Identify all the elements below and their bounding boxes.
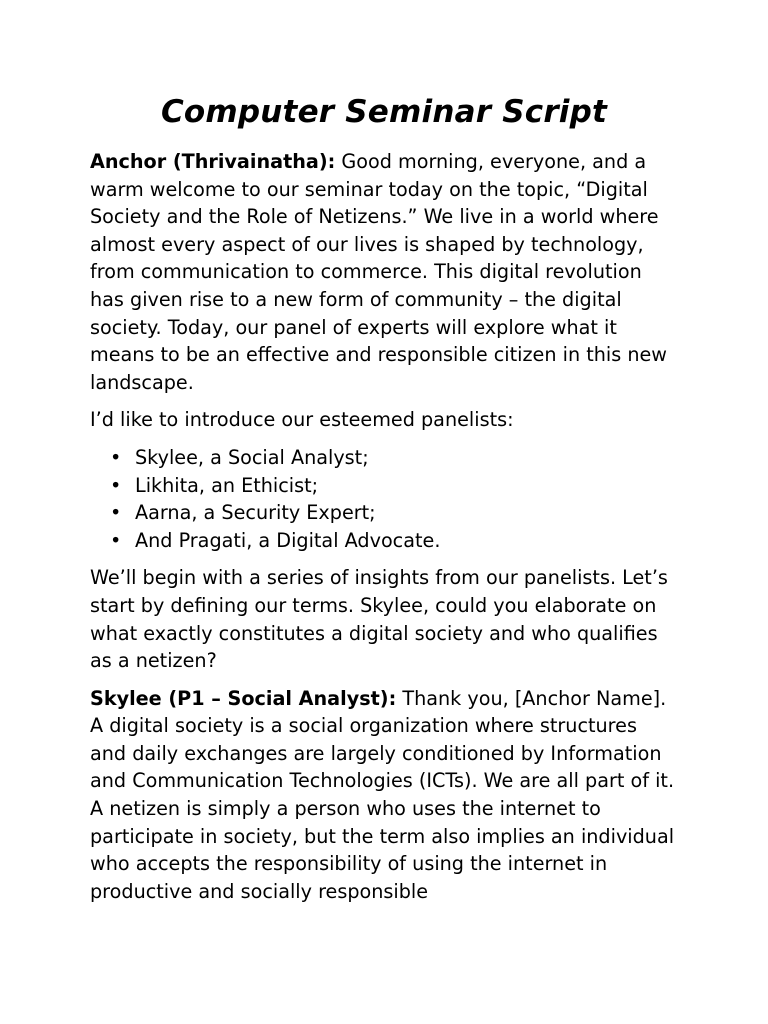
speaker-label-skylee: Skylee (P1 – Social Analyst): [90,686,397,710]
begin-insights-paragraph: We’ll begin with a series of insights from our panelists. Let’s start by defining our terms. Skylee, could you elaborate on what exactly constitutes a digital society and who qualifies as a netizen? [90,566,668,673]
panelist-list [90,444,678,554]
list-item [110,444,678,472]
list-item [110,499,678,527]
panelist-text: Likhita, an Ethicist; [135,473,319,497]
bullet-icon: • [110,473,122,497]
skylee-response-paragraph [90,685,678,906]
panelist-text: Skylee, a Social Analyst; [135,445,369,469]
speaker-label-anchor: Anchor (Thrivainatha): [90,150,336,173]
list-item [110,472,678,500]
panelist-text: Aarna, a Security Expert; [135,501,376,525]
list-item [110,527,678,555]
document-title: Computer Seminar Script [160,94,608,130]
panelists-intro-paragraph: I’d like to introduce our esteemed panelists: [90,408,514,432]
panelist-text: And Pragati, a Digital Advocate. [135,528,441,552]
bullet-icon: • [110,528,122,552]
bullet-icon: • [110,501,122,525]
anchor-intro-paragraph [90,148,678,396]
skylee-response-text: Thank you, [Anchor Name]. A digital society is a social organization where structures and daily exchanges are largely conditioned by Information and Communication Technologies (ICTs). We are all part of it. A netizen is simply a person who uses the internet to participate in society, but the term also implies an individual who accepts the responsibility of using the internet in productive and socially responsible [90,686,675,903]
bullet-icon: • [110,445,122,469]
anchor-intro-text: Good morning, everyone, and a warm welcome to our seminar today on the topic, “Digital Society and the Role of Netizens.” We live in a world where almost every aspect of our lives is shaped by technology, from communication to commerce. This digital revolution has given rise to a new form of community – the digital society. Today, our panel of experts will explore what it means to be an effective and responsible citizen in this new landscape. [90,150,667,394]
